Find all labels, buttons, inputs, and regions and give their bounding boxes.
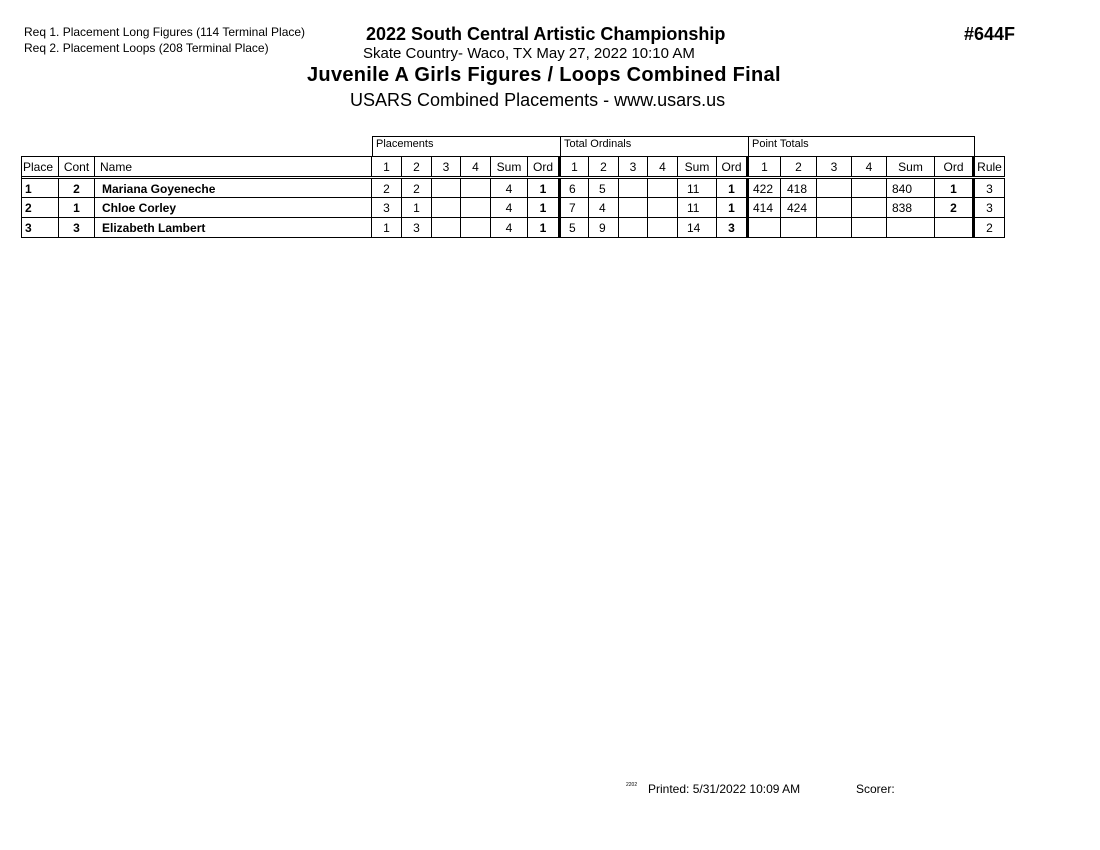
col-header-points-ord: Ord xyxy=(935,157,975,176)
cell-points-1: 414 xyxy=(749,198,781,217)
cell-ordinal-sum: 11 xyxy=(678,198,717,217)
cell-points-4 xyxy=(852,179,887,197)
cell-cont: 2 xyxy=(59,179,95,197)
col-header-points-1: 1 xyxy=(749,157,781,176)
cell-points-3 xyxy=(817,179,852,197)
cell-placement-sum: 4 xyxy=(491,218,528,237)
requirement-1: Req 1. Placement Long Figures (114 Terminal Place) xyxy=(24,25,306,39)
cell-place: 3 xyxy=(21,218,59,237)
cell-ordinal-2: 9 xyxy=(589,218,619,237)
printed-timestamp: Printed: 5/31/2022 10:09 AM xyxy=(648,782,801,796)
event-name: Juvenile A Girls Figures / Loops Combined Final xyxy=(307,64,781,86)
cell-points-3 xyxy=(817,198,852,217)
cell-points-sum: 840 xyxy=(887,179,935,197)
cell-points-2: 418 xyxy=(781,179,817,197)
cell-points-2 xyxy=(781,218,817,237)
cell-placement-3 xyxy=(432,179,461,197)
cell-ordinal-ord: 1 xyxy=(717,198,749,217)
cell-placement-4 xyxy=(461,179,491,197)
results-subtitle: USARS Combined Placements - www.usars.us xyxy=(350,90,726,110)
cell-placement-1: 1 xyxy=(372,218,402,237)
col-header-placement-ord: Ord xyxy=(528,157,561,176)
col-header-ordinal-1: 1 xyxy=(561,157,589,176)
cell-placement-1: 3 xyxy=(372,198,402,217)
cell-placement-2: 2 xyxy=(402,179,432,197)
competition-title: 2022 South Central Artistic Championship xyxy=(366,24,726,44)
cell-placement-ord: 1 xyxy=(528,179,561,197)
cell-placement-4 xyxy=(461,218,491,237)
col-header-placement-3: 3 xyxy=(432,157,461,176)
col-header-points-3: 3 xyxy=(817,157,852,176)
cell-placement-3 xyxy=(432,218,461,237)
scorer-label: Scorer: xyxy=(856,782,895,796)
col-header-placement-2: 2 xyxy=(402,157,432,176)
cell-placement-sum: 4 xyxy=(491,198,528,217)
cell-points-ord xyxy=(935,218,975,237)
cell-name: Chloe Corley xyxy=(95,198,372,217)
col-header-points-sum: Sum xyxy=(887,157,935,176)
cell-placement-2: 3 xyxy=(402,218,432,237)
group-header-point-totals: Point Totals xyxy=(748,136,975,156)
cell-ordinal-1: 5 xyxy=(561,218,589,237)
cell-place: 1 xyxy=(21,179,59,197)
col-header-place: Place xyxy=(21,157,59,176)
cell-ordinal-4 xyxy=(648,179,678,197)
cell-placement-3 xyxy=(432,198,461,217)
cell-points-2: 424 xyxy=(781,198,817,217)
cell-rule: 2 xyxy=(975,218,1005,237)
col-header-ordinal-ord: Ord xyxy=(717,157,749,176)
cell-points-ord: 2 xyxy=(935,198,975,217)
cell-placement-1: 2 xyxy=(372,179,402,197)
cell-ordinal-sum: 14 xyxy=(678,218,717,237)
cell-name: Mariana Goyeneche xyxy=(95,179,372,197)
cell-placement-2: 1 xyxy=(402,198,432,217)
cell-ordinal-3 xyxy=(619,179,648,197)
cell-ordinal-3 xyxy=(619,218,648,237)
cell-points-sum xyxy=(887,218,935,237)
event-code: #644F xyxy=(964,24,1016,44)
col-header-ordinal-2: 2 xyxy=(589,157,619,176)
cell-rule: 3 xyxy=(975,198,1005,217)
cell-ordinal-1: 6 xyxy=(561,179,589,197)
cell-cont: 3 xyxy=(59,218,95,237)
cell-placement-sum: 4 xyxy=(491,179,528,197)
group-header-total-ordinals: Total Ordinals xyxy=(560,136,749,156)
requirement-2: Req 2. Placement Loops (208 Terminal Place) xyxy=(24,41,269,55)
col-header-placement-4: 4 xyxy=(461,157,491,176)
col-header-ordinal-4: 4 xyxy=(648,157,678,176)
col-header-placement-sum: Sum xyxy=(491,157,528,176)
cell-points-4 xyxy=(852,198,887,217)
version-mark: 2202 xyxy=(626,782,638,788)
cell-ordinal-ord: 3 xyxy=(717,218,749,237)
col-header-ordinal-sum: Sum xyxy=(678,157,717,176)
col-header-rule: Rule xyxy=(975,157,1005,176)
cell-ordinal-sum: 11 xyxy=(678,179,717,197)
cell-place: 2 xyxy=(21,198,59,217)
col-header-points-2: 2 xyxy=(781,157,817,176)
location-date: Skate Country- Waco, TX May 27, 2022 10:10 AM xyxy=(363,45,695,62)
cell-ordinal-2: 4 xyxy=(589,198,619,217)
rule-column-top-border xyxy=(974,136,975,156)
col-header-cont: Cont xyxy=(59,157,95,176)
cell-points-3 xyxy=(817,218,852,237)
cell-ordinal-1: 7 xyxy=(561,198,589,217)
cell-ordinal-4 xyxy=(648,198,678,217)
cell-ordinal-2: 5 xyxy=(589,179,619,197)
cell-placement-4 xyxy=(461,198,491,217)
col-header-placement-1: 1 xyxy=(372,157,402,176)
cell-points-sum: 838 xyxy=(887,198,935,217)
cell-name: Elizabeth Lambert xyxy=(95,218,372,237)
col-header-name: Name xyxy=(95,157,372,176)
cell-ordinal-ord: 1 xyxy=(717,179,749,197)
col-header-points-4: 4 xyxy=(852,157,887,176)
col-header-ordinal-3: 3 xyxy=(619,157,648,176)
cell-placement-ord: 1 xyxy=(528,218,561,237)
cell-points-1 xyxy=(749,218,781,237)
cell-placement-ord: 1 xyxy=(528,198,561,217)
group-header-placements: Placements xyxy=(372,136,561,156)
cell-ordinal-4 xyxy=(648,218,678,237)
cell-rule: 3 xyxy=(975,179,1005,197)
cell-cont: 1 xyxy=(59,198,95,217)
cell-ordinal-3 xyxy=(619,198,648,217)
cell-points-1: 422 xyxy=(749,179,781,197)
cell-points-ord: 1 xyxy=(935,179,975,197)
cell-points-4 xyxy=(852,218,887,237)
